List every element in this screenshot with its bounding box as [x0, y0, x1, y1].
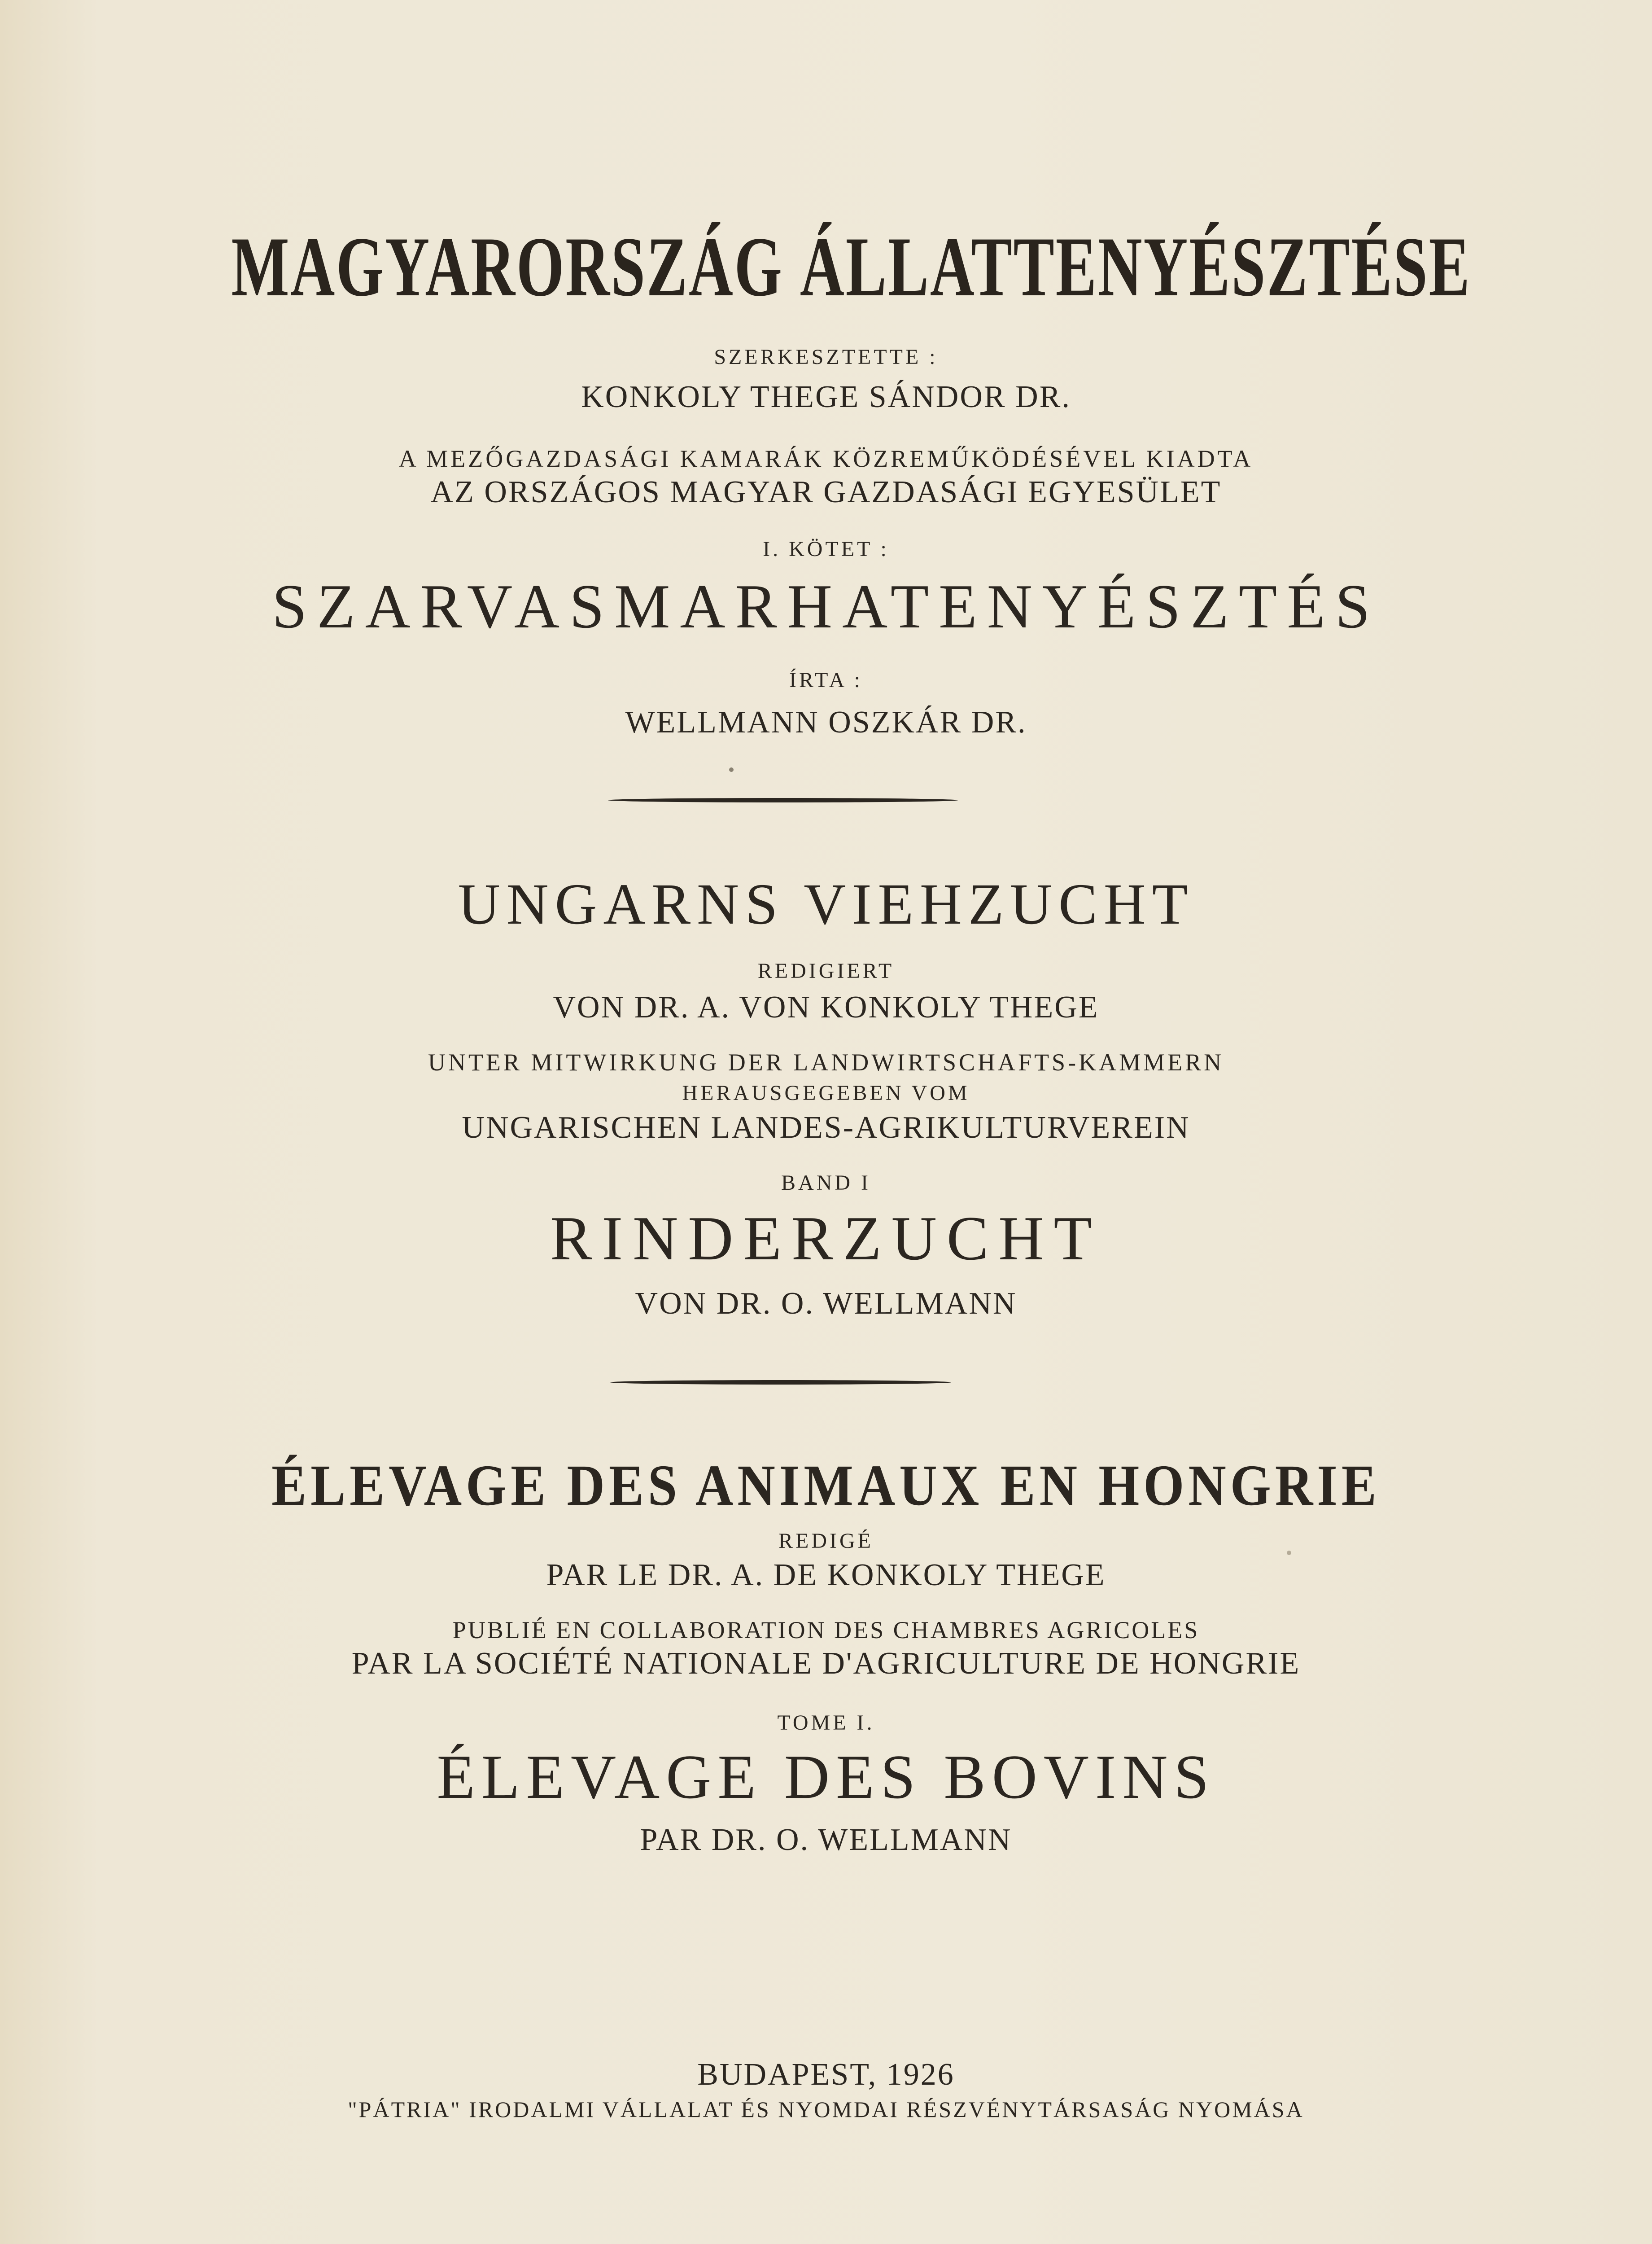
- german-cooperation: UNTER MITWIRKUNG DER LANDWIRTSCHAFTS-KAMMERN: [428, 1049, 1224, 1076]
- german-volume-title: RINDERZUCHT: [550, 1204, 1102, 1273]
- french-volume-label: TOME I.: [777, 1711, 875, 1735]
- main-title: MAGYARORSZÁG ÁLLATTENYÉSZTÉSE: [231, 220, 1471, 314]
- german-published-by: HERAUSGEGEBEN VOM: [682, 1081, 970, 1105]
- publisher-name: AZ ORSZÁGOS MAGYAR GAZDASÁGI EGYESÜLET: [430, 475, 1222, 509]
- french-author: PAR DR. O. WELLMANN: [640, 1823, 1012, 1857]
- german-editor: VON DR. A. VON KONKOLY THEGE: [553, 990, 1099, 1025]
- imprint-printer: "PÁTRIA" IRODALMI VÁLLALAT ÉS NYOMDAI RÉSZVÉNYTÁRSASÁG NYOMÁSA: [348, 2097, 1304, 2122]
- german-volume-label: BAND I: [781, 1171, 871, 1195]
- french-cooperation: PUBLIÉ EN COLLABORATION DES CHAMBRES AGRICOLES: [452, 1617, 1200, 1644]
- divider-rule: [608, 798, 958, 802]
- imprint-place-year: BUDAPEST, 1926: [697, 2057, 955, 2092]
- german-edited-label: REDIGIERT: [757, 959, 895, 983]
- french-volume-title: ÉLEVAGE DES BOVINS: [437, 1742, 1215, 1812]
- german-author: VON DR. O. WELLMANN: [635, 1286, 1017, 1321]
- german-publisher: UNGARISCHEN LANDES-AGRIKULTURVEREIN: [462, 1110, 1190, 1145]
- german-title: UNGARNS VIEHZUCHT: [458, 872, 1194, 937]
- publisher-note: A MEZŐGAZDASÁGI KAMARÁK KÖZREMŰKÖDÉSÉVEL KIADTA: [398, 445, 1254, 472]
- french-edited-label: REDIGÉ: [778, 1529, 874, 1553]
- ink-speck: [729, 767, 734, 772]
- divider-rule: [610, 1380, 951, 1385]
- editor-label: SZERKESZTETTE :: [714, 345, 938, 369]
- french-publisher: PAR LA SOCIÉTÉ NATIONALE D'AGRICULTURE DE HONGRIE: [351, 1646, 1301, 1681]
- author-label: ÍRTA :: [789, 668, 863, 692]
- author-name: WELLMANN OSZKÁR DR.: [625, 705, 1027, 740]
- volume-title: SZARVASMARHATENYÉSZTÉS: [272, 572, 1380, 641]
- french-title: ÉLEVAGE DES ANIMAUX EN HONGRIE: [271, 1453, 1381, 1518]
- french-editor: PAR LE DR. A. DE KONKOLY THEGE: [546, 1558, 1106, 1592]
- paper-speck: [1287, 1551, 1291, 1555]
- volume-label: I. KÖTET :: [763, 537, 889, 561]
- editor-name: KONKOLY THEGE SÁNDOR DR.: [581, 380, 1071, 414]
